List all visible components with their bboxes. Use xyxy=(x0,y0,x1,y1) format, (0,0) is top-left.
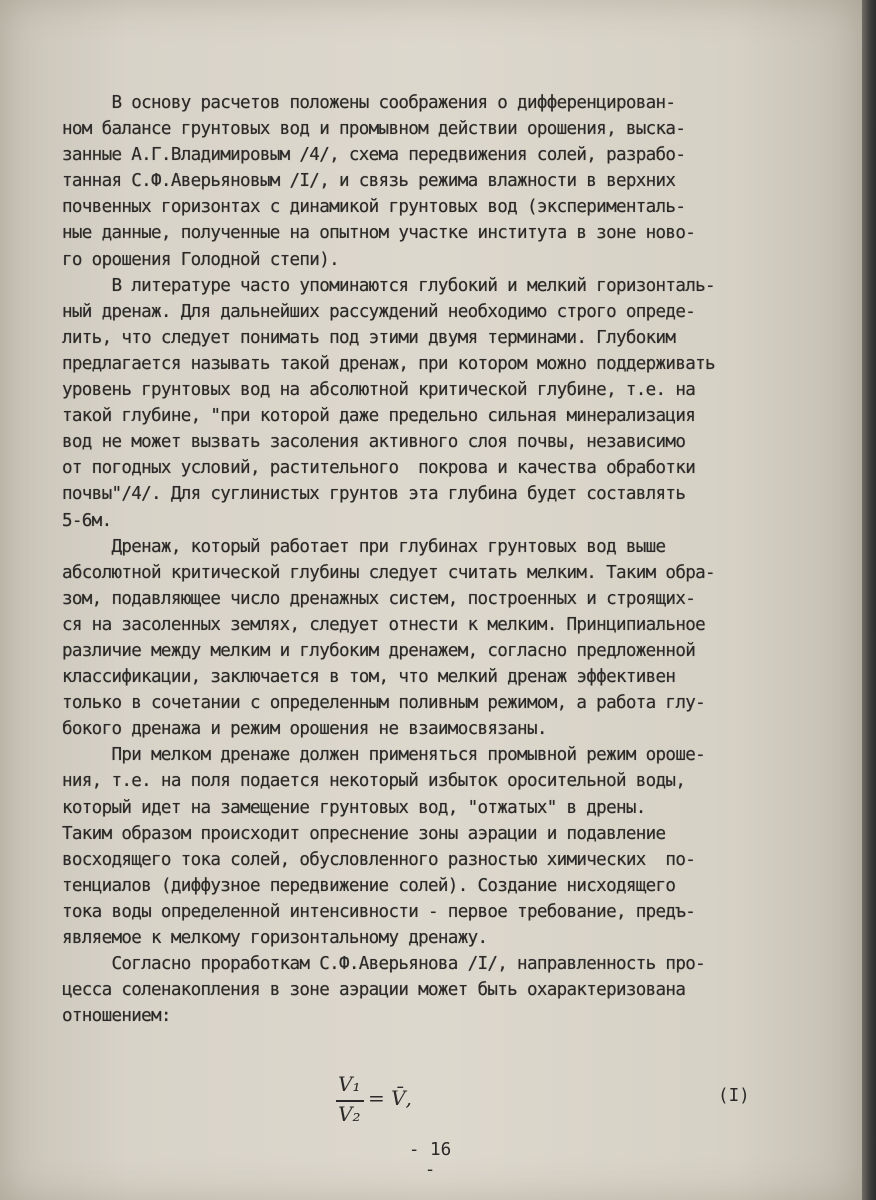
text-line: такой глубине, "при которой даже предельно сильная минерализация xyxy=(62,406,696,427)
text-line: являемое к мелкому горизонтальному дренажу. xyxy=(62,928,488,948)
text-line: только в сочетании с определенным поливным режимом, а работа глу- xyxy=(62,693,706,714)
formula-denominator: V₂ xyxy=(338,1102,361,1126)
text-line: занные А.Г.Владимировым /4/, схема передвижения солей, разрабо- xyxy=(62,145,686,166)
text-line: цесса соленакопления в зоне аэрации может быть охарактеризована xyxy=(62,980,686,1001)
text-line: различие между мелким и глубоким дренажем, согласно предложенной xyxy=(62,640,696,661)
equation-number: (I) xyxy=(718,1086,750,1106)
text-line: абсолютной критической глубины следует считать мелким. Таким обра- xyxy=(62,562,715,583)
formula-numerator: V₁ xyxy=(338,1072,361,1096)
text-line: ном балансе грунтовых вод и промывном действии орошения, выска- xyxy=(62,119,686,140)
text-line: Дренаж, который работает при глубинах грунтовых вод выше xyxy=(62,536,666,557)
text-line: уровень грунтовых вод на абсолютной критической глубине, т.е. на xyxy=(62,380,696,401)
text-line: почвенных горизонтах с динамикой грунтовых вод (эксперименталь- xyxy=(62,197,686,218)
page-number: - 16 - xyxy=(408,1140,452,1180)
text-line: го орошения Голодной степи). xyxy=(62,249,339,270)
text-line: В литературе часто упоминаются глубокий и мелкий горизонталь- xyxy=(62,275,715,296)
text-line: восходящего тока солей, обусловленного разностью химических по- xyxy=(62,849,696,870)
text-line: танная С.Ф.Аверьяновым /I/, и связь режима влажности в верхних xyxy=(62,171,676,192)
text-line: ные данные, полученные на опытном участке института в зоне ново- xyxy=(62,223,696,244)
text-line: почвы"/4/. Для суглинистых грунтов эта глубина будет составлять xyxy=(62,484,686,505)
fraction xyxy=(336,1072,366,1132)
text-line: от погодных условий, растительного покрова и качества обработки xyxy=(62,458,696,479)
text-line: Согласно проработкам С.Ф.Аверьянова /I/, направленность про- xyxy=(62,954,706,975)
text-line: В основу расчетов положены соображения о дифференцирован- xyxy=(62,93,676,113)
text-line: отношением: xyxy=(62,1006,171,1027)
text-line: ся на засоленных землях, следует отнести к мелким. Принципиальное xyxy=(62,614,706,635)
text-line: бокого дренажа и режим орошения не взаимосвязаны. xyxy=(62,719,547,740)
text-line: ния, т.е. на поля подается некоторый избыток оросительной воды, xyxy=(62,771,686,792)
text-line: классификации, заключается в том, что мелкий дренаж эффективен xyxy=(62,667,676,688)
text-line: который идет на замещение грунтовых вод, "отжатых" в дрены. xyxy=(62,797,646,818)
text-line: лить, что следует понимать под этими двумя терминами. Глубоким xyxy=(62,327,676,348)
text-line: Таким образом происходит опреснение зоны аэрации и подавление xyxy=(62,823,666,844)
text-line: 5-6м. xyxy=(62,510,112,531)
text-line: тенциалов (диффузное передвижение солей). Создание нисходящего xyxy=(62,875,676,896)
body-text xyxy=(62,90,810,1029)
text-line: При мелком дренаже должен применяться промывной режим ороше- xyxy=(62,745,706,766)
binding-edge xyxy=(862,0,876,1200)
text-line: тока воды определенной интенсивности - первое требование, предъ- xyxy=(62,901,696,922)
text-line: зом, подавляющее число дренажных систем, построенных и строящих- xyxy=(62,588,696,609)
text-line: ный дренаж. Для дальнейших рассуждений необходимо строго опреде- xyxy=(62,301,696,322)
formula-1 xyxy=(336,1072,756,1132)
text-line: предлагается называть такой дренаж, при котором можно поддерживать xyxy=(62,353,715,374)
text-line: вод не может вызвать засоления активного слоя почвы, независимо xyxy=(62,432,686,453)
formula-rhs: = V̄, xyxy=(368,1086,412,1110)
